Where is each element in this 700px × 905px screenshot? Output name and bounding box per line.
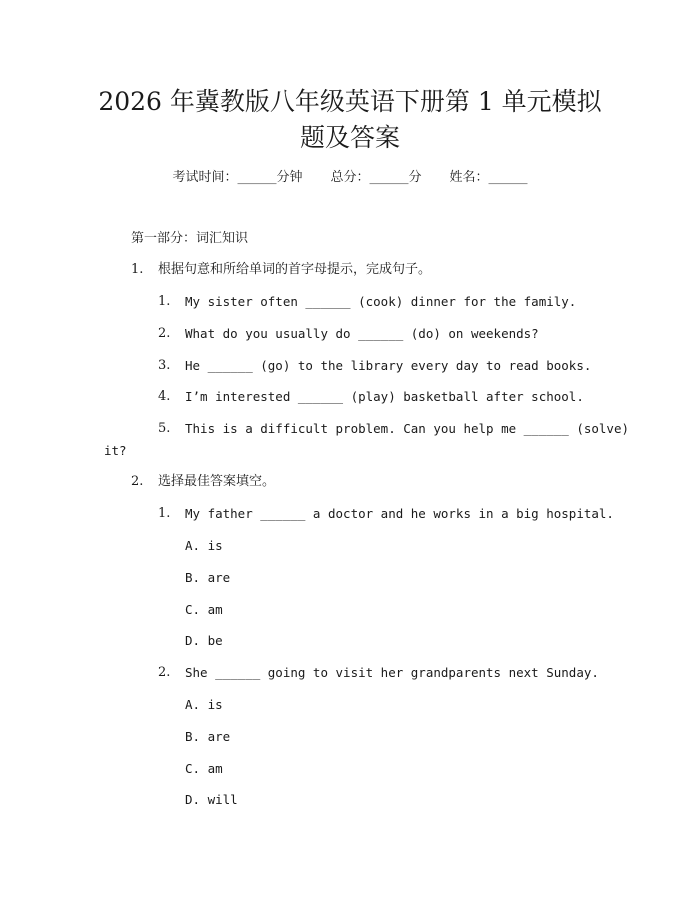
item-number: 1. [158, 506, 171, 521]
option-c: C. am [185, 761, 223, 776]
question-instruction: 根据句意和所给单词的首字母提示，完成句子。 [158, 262, 432, 277]
item-number: 1. [158, 294, 171, 309]
item-number: 3. [158, 358, 171, 373]
item-text-continuation: it? [104, 443, 127, 458]
option-b: B. are [185, 729, 231, 744]
question-number: 2. [131, 474, 144, 489]
option-b: B. are [185, 570, 231, 585]
item-text: What do you usually do ______ (do) on weekends? [185, 326, 539, 341]
question-number: 1. [131, 262, 144, 277]
item-number: 4. [158, 389, 171, 404]
item-text: I’m interested ______ (play) basketball after school. [185, 389, 584, 404]
exam-meta [0, 168, 700, 188]
option-c: C. am [185, 602, 223, 617]
document-title-line1: 2026 年冀教版八年级英语下册第 1 单元模拟 [98, 87, 602, 116]
document-title-line2: 题及答案 [299, 123, 400, 152]
item-number: 2. [158, 665, 171, 680]
option-d: D. be [185, 633, 223, 648]
option-a: A. is [185, 538, 223, 553]
item-text: My sister often ______ (cook) dinner for the family. [185, 294, 577, 309]
exam-score: 总分：______分 [330, 170, 422, 185]
exam-time: 考试时间：______分钟 [172, 170, 303, 185]
option-a: A. is [185, 697, 223, 712]
item-number: 2. [158, 326, 171, 341]
option-d: D. will [185, 792, 238, 807]
item-text: My father ______ a doctor and he works in a big hospital. [185, 506, 614, 521]
item-text: He ______ (go) to the library every day to read books. [185, 358, 592, 373]
section-heading: 第一部分：词汇知识 [131, 231, 249, 246]
question-instruction: 选择最佳答案填空。 [158, 474, 276, 489]
item-text: She ______ going to visit her grandparents next Sunday. [185, 665, 599, 680]
item-number: 5. [158, 421, 171, 436]
exam-name: 姓名：______ [449, 170, 528, 185]
item-text: This is a difficult problem. Can you help me ______ (solve) [185, 421, 630, 436]
